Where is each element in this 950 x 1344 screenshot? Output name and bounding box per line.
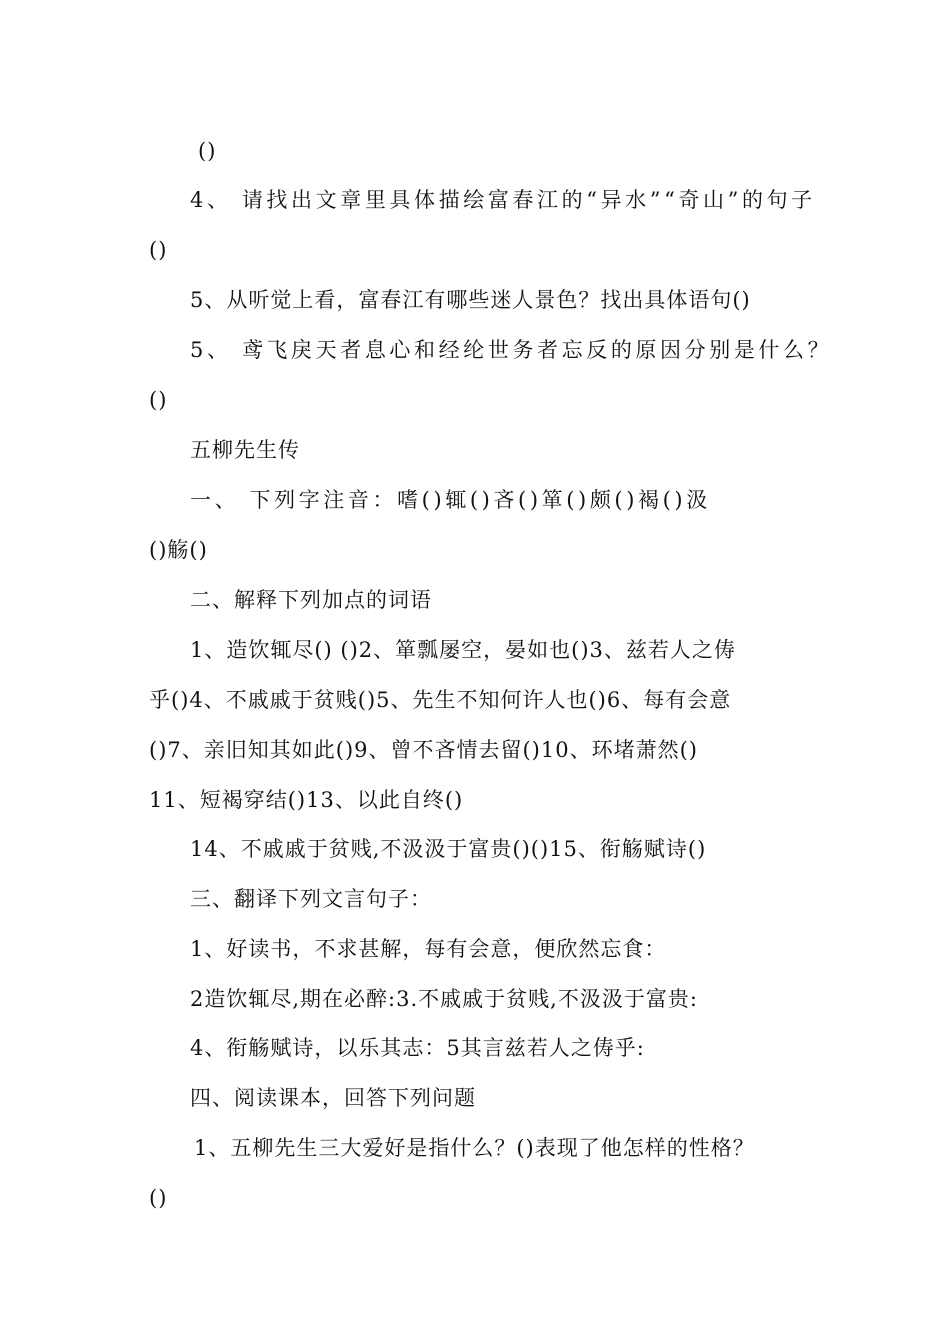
part-3-heading: 三、翻译下列文言句子： <box>190 887 432 911</box>
translate-item-1: 1、好读书，不求甚解，每有会意，便欣然忘食： <box>190 937 667 961</box>
question-5-hearing: 5、从听觉上看，富春江有哪些迷人景色？找出具体语句() <box>190 288 751 312</box>
part-1-continued: ()觞() <box>149 538 208 562</box>
answer-blank: () <box>198 139 217 163</box>
section-title: 五柳先生传 <box>190 438 300 462</box>
part-2-items: 1、造饮辄尽() ()2、箪瓢屡空，晏如也()3、兹若人之俦 <box>190 638 736 662</box>
part-2-items: 乎()4、不戚戚于贫贱()5、先生不知何许人也()6、每有会意 <box>149 688 732 712</box>
answer-blank: () <box>149 238 168 262</box>
question-5-reason: 5、 鸢飞戾天者息心和经纶世务者忘反的原因分别是什么？ <box>190 338 833 362</box>
translate-item-2-3: 2造饮辄尽,期在必醉:3.不戚戚于贫贱,不汲汲于富贵: <box>190 987 698 1011</box>
answer-blank: () <box>149 1186 168 1210</box>
part-4-question-1: 1、五柳先生三大爱好是指什么？()表现了他怎样的性格？ <box>194 1136 755 1160</box>
part-2-heading: 二、解释下列加点的词语 <box>190 588 432 612</box>
translate-item-4-5: 4、衔觞赋诗，以乐其志：5其言兹若人之俦乎: <box>190 1036 645 1060</box>
part-4-heading: 四、阅读课本，回答下列问题 <box>190 1086 476 1110</box>
part-1-pronunciation: 一、 下列字注音：嗜()辄()吝()箪()颇()褐()汲 <box>190 488 711 512</box>
part-2-items: ()7、亲旧知其如此()9、曾不吝情去留()10、环堵萧然() <box>149 738 698 762</box>
question-4: 4、 请找出文章里具体描绘富春江的“异水”“奇山”的句子 <box>190 188 816 212</box>
answer-blank: () <box>149 388 168 412</box>
part-2-items: 14、不戚戚于贫贱,不汲汲于富贵()()15、衔觞赋诗() <box>190 837 707 861</box>
part-2-items: 11、短褐穿结()13、以此自终() <box>149 788 464 812</box>
